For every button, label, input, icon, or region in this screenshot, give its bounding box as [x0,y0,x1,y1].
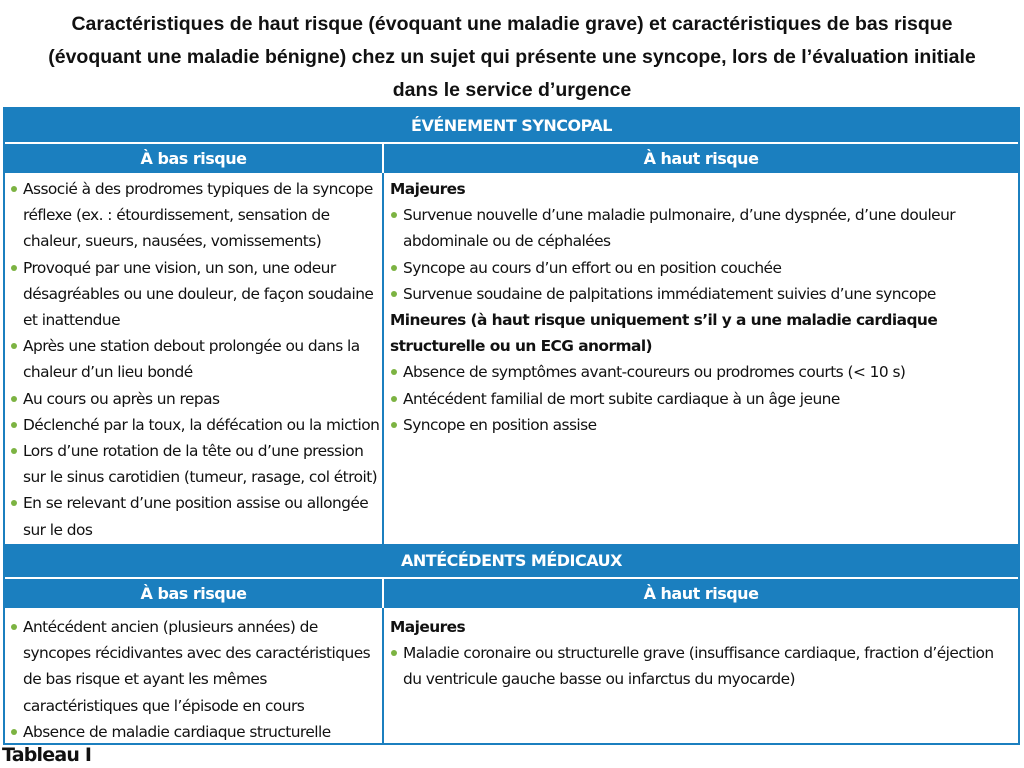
high-risk-major-list [390,640,1015,692]
bullet-dot-icon [391,369,397,375]
bullet-dot-icon [11,624,17,630]
list-item-text: Survenue nouvelle d’une maladie pulmonaire, d’une dyspnée, d’une douleur abdominale ou de céphalées [403,206,956,251]
list-item [10,490,380,542]
list-item [10,255,380,334]
bullet-dot-icon [391,396,397,402]
low-risk-cell [10,614,380,745]
bullet-dot-icon [391,422,397,428]
list-item [10,333,380,385]
list-item-text: Lors d’une rotation de la tête ou d’une pression sur le sinus carotidien (tumeur, rasage, col étroit) [23,442,378,487]
high-risk-cell [390,614,1015,693]
list-item [10,719,380,745]
bullet-dot-icon [11,265,17,271]
section-heading-syncopal-event: ÉVÉNEMENT SYNCOPAL [5,109,1018,142]
bullet-dot-icon [11,448,17,454]
bullet-dot-icon [391,265,397,271]
bullet-dot-icon [11,396,17,402]
high-risk-cell [390,176,1015,438]
column-header-low-risk: À bas risque [5,144,382,173]
list-item [390,359,1015,385]
minor-criteria-label: Mineures (à haut risque uniquement s’il y a une maladie cardiaque structurelle ou un ECG anormal) [390,311,938,356]
list-item-text: Antécédent ancien (plusieurs années) de syncopes récidivantes avec des caractéristiques de bas risque et ayant les mêmes caractéristiques que l’épisode en cours [23,618,371,715]
list-item-text: Absence de symptômes avant-coureurs ou prodromes courts (< 10 s) [403,363,906,382]
bullet-dot-icon [11,343,17,349]
major-criteria-label: Majeures [390,180,466,198]
low-risk-cell [10,176,380,543]
bullet-dot-icon [11,422,17,428]
column-divider [382,173,384,544]
list-item-text: Déclenché par la toux, la défécation ou la miction [23,415,380,434]
list-item [390,202,1015,254]
list-item [10,412,380,438]
bullet-dot-icon [391,212,397,218]
table-caption-label: Tableau I [2,744,92,766]
bullet-dot-icon [391,291,397,297]
list-item [390,255,1015,281]
bullet-dot-icon [11,500,17,506]
bullet-dot-icon [11,186,17,192]
risk-table [3,107,1020,745]
major-criteria-label: Majeures [390,618,466,636]
bullet-dot-icon [391,650,397,656]
column-header-low-risk: À bas risque [5,579,382,608]
list-item [10,438,380,490]
list-item-text: Syncope en position assise [403,415,597,434]
column-divider [382,608,384,743]
list-item [390,281,1015,307]
list-item [390,412,1015,438]
list-item-text: Absence de maladie cardiaque structurelle [23,722,331,741]
column-header-high-risk: À haut risque [384,144,1018,173]
high-risk-minor-list [390,359,1015,438]
high-risk-major-list [390,202,1015,307]
list-item-text: Après une station debout prolongée ou dans la chaleur d’un lieu bondé [23,337,360,382]
bullet-dot-icon [11,729,17,735]
list-item [10,386,380,412]
list-item [390,386,1015,412]
list-item-text: Provoqué par une vision, un son, une odeur désagréables ou une douleur, de façon soudaine et inattendue [23,258,374,330]
list-item-text: Survenue soudaine de palpitations immédiatement suivies d’une syncope [403,284,936,303]
list-item-text: Syncope au cours d’un effort ou en position couchée [403,258,782,277]
list-item-text: Au cours ou après un repas [23,389,220,408]
list-item-text: Maladie coronaire ou structurelle grave (insuffisance cardiaque, fraction d’éjection du ventricule gauche basse ou infarctus du myocarde) [403,644,994,689]
low-risk-list [10,176,380,543]
list-item-text: En se relevant d’une position assise ou allongée sur le dos [23,494,369,539]
list-item [390,640,1015,692]
section-heading-medical-history: ANTÉCÉDENTS MÉDICAUX [5,544,1018,577]
low-risk-list [10,614,380,745]
list-item [10,176,380,255]
list-item-text: Antécédent familial de mort subite cardiaque à un âge jeune [403,389,840,408]
list-item-text: Associé à des prodromes typiques de la syncope réflexe (ex. : étourdissement, sensation de chaleur, sueurs, nausées, vomissements) [23,180,373,251]
list-item [10,614,380,719]
page-title: Caractéristiques de haut risque (évoquant une maladie grave) et caractéristiques de bas risque (évoquant une maladie bénigne) chez un sujet qui présente une syncope, lors de l’évaluation initiale dans le service d’urgence [48,13,976,101]
column-header-high-risk: À haut risque [384,579,1018,608]
